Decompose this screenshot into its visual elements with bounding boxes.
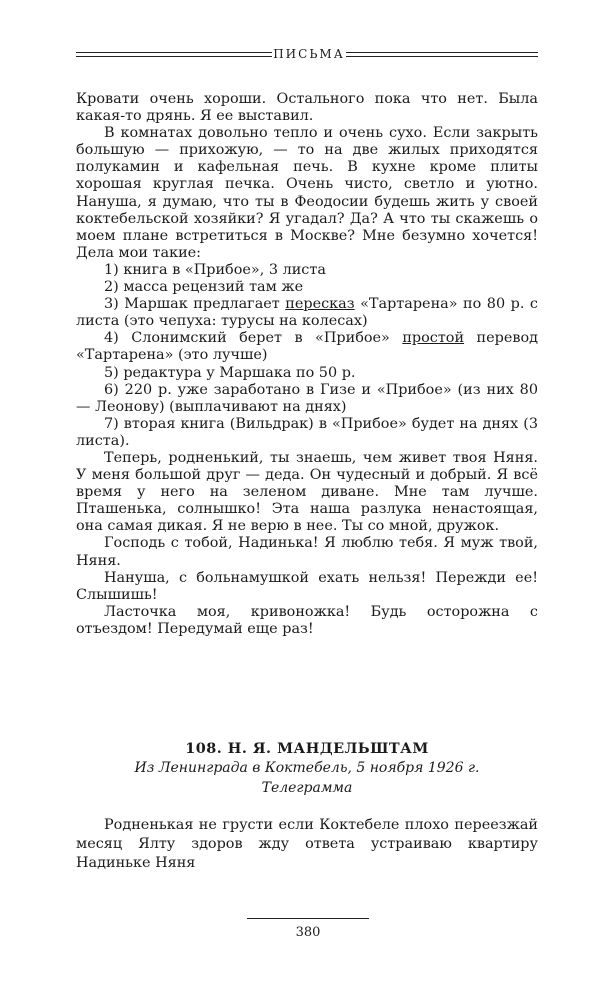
footer-rule [247, 918, 369, 919]
list-item: 5) редактура у Маршака по 50 р. [104, 364, 356, 381]
paragraph: Теперь, родненький, ты знаешь, чем живет твоя Няня. У меня большой друг — деда. Он чудесный и добрый. Я всё время у него на зеленом диване. Мне там лучше. Пташенька, солнышко! Эта наша разлука ненастоящая, она самая дикая. Я не верю в нее. Ты со мной, дружок. [76, 449, 538, 535]
underlined-word: простой [402, 330, 465, 347]
list-item: 4) Слонимский берет в «Прибое» простой перевод «Тартарена» (это лучше) [76, 330, 538, 364]
section-heading: 108. Н. Я. МАНДЕЛЬШТАМ [185, 740, 429, 757]
list-item: 1) книга в «Прибое», 3 листа [104, 261, 326, 278]
telegram-body [76, 816, 538, 873]
section-origin: Из Ленинграда в Коктебель, 5 ноября 1926 г. [134, 760, 480, 776]
paragraph: Ласточка моя, кривоножка! Будь осторожна с отъездом! Передумай еще раз! [76, 603, 538, 637]
running-title: ПИСЬМА [273, 47, 345, 61]
paragraph: Господь с тобой, Надинька! Я люблю тебя. Я муж твой, Няня. [76, 535, 538, 569]
paragraph: Родненькая не грусти если Коктебеле плохо переезжай месяц Ялту здоров жду ответа устраиваю квартиру Надиньке Няня [76, 817, 538, 871]
paragraph: Нануша, с больнамушкой ехать нельзя! Пережди ее! Слышишь! [76, 569, 538, 603]
section-kind: Телеграмма [261, 780, 353, 796]
list-item: 7) вторая книга (Вильдрак) в «Прибое» будет на днях (3 листа). [76, 415, 538, 449]
list-item: 6) 220 р. уже заработано в Гизе и «Прибое» (из них 80 — Леонову) (выплачивают на днях) [76, 381, 538, 415]
running-header [76, 46, 538, 68]
paragraph: Кровати очень хороши. Остального пока что нет. Была какая-то дрянь. Я ее выставил. [76, 91, 538, 125]
list-item: 2) масса рецензий там же [104, 279, 304, 296]
list-item: 3) Маршак предлагает пересказ «Тартарена» по 80 р. с листа (это чепуха: турусы на колесах) [76, 296, 538, 330]
section-header [76, 740, 538, 798]
letter-body [76, 91, 538, 638]
underlined-word: пересказ [285, 296, 355, 313]
page-number: 380 [295, 925, 321, 940]
paragraph: В комнатах довольно тепло и очень сухо. Если закрыть большую — прихожую, — то на две жилых приходятся полукамин и кафельная печь. В кухне кроме плиты хорошая круглая печка. Очень чисто, светло и уютно. Нануша, я думаю, что ты в Феодосии будешь жить у своей коктебельской хозяйки? Я угадал? Да? А что ты скажешь о моем плане встретиться в Москве? Мне безумно хочется! Дела мои такие: [76, 125, 538, 261]
